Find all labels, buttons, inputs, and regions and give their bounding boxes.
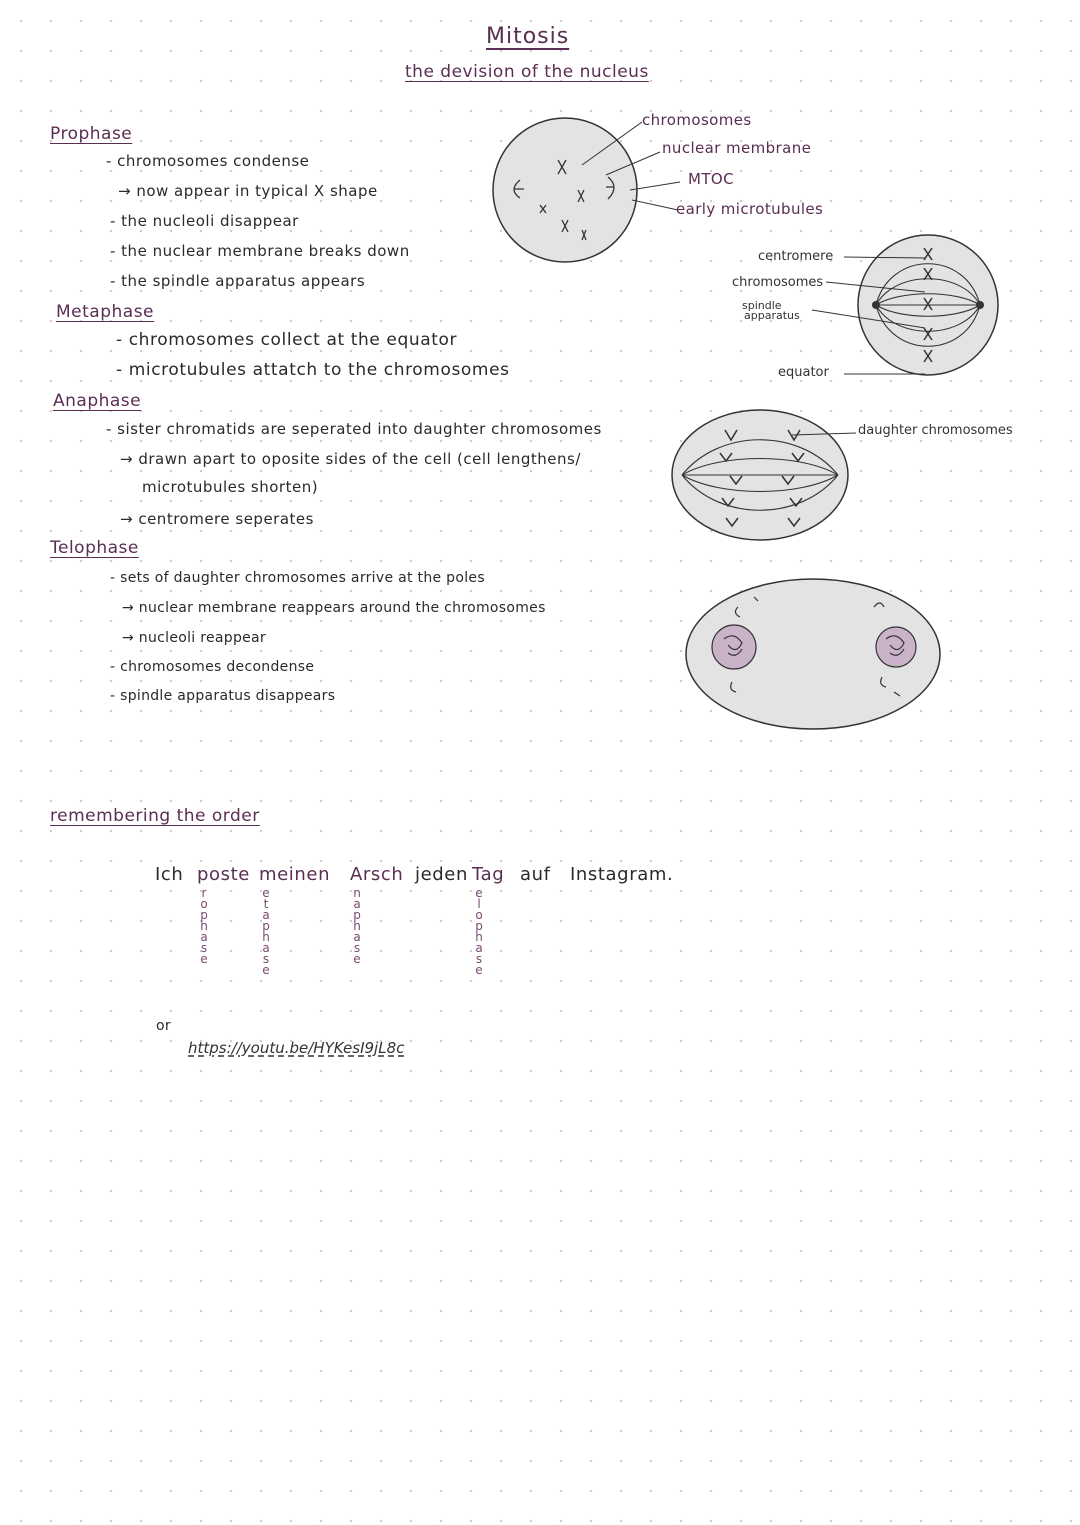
telophase-line-5: - spindle apparatus disappears <box>110 688 336 704</box>
vertical-letter: a <box>262 908 270 922</box>
vertical-letter: n <box>353 886 361 900</box>
metaphase-line-2: - microtubules attatch to the chromosomes <box>116 360 510 380</box>
vertical-letter: a <box>475 941 483 955</box>
page-subtitle: the devision of the nucleus <box>405 62 649 82</box>
label-apparatus: apparatus <box>744 309 800 322</box>
vertical-letter: t <box>263 897 269 911</box>
vertical-letter: p <box>353 908 361 922</box>
mnemonic-word-ich: Ich <box>155 864 184 885</box>
prophase-line-5: - the spindle apparatus appears <box>110 272 366 290</box>
label-mtoc: MTOC <box>688 170 734 188</box>
mnemonic-word-instagram: Instagram. <box>570 864 674 885</box>
anaphase-line-1: - sister chromatids are seperated into daughter chromosomes <box>106 420 602 438</box>
telophase-line-1: - sets of daughter chromosomes arrive at the poles <box>110 570 485 586</box>
vertical-letter: h <box>200 919 208 933</box>
vertical-letter: o <box>200 897 208 911</box>
anaphase-line-4: → centromere seperates <box>120 510 314 528</box>
metaphase-line-1: - chromosomes collect at the equator <box>116 330 458 350</box>
vertical-letter: e <box>475 886 483 900</box>
vertical-metaphase <box>260 888 272 976</box>
vertical-letter: p <box>262 919 270 933</box>
vertical-telophase <box>473 888 485 976</box>
anaphase-line-3: microtubules shorten) <box>142 478 319 496</box>
mnemonic-word-arsch: Arsch <box>350 864 404 885</box>
vertical-letter: r <box>201 886 207 900</box>
mnemonic-word-tag: Tag <box>472 864 505 885</box>
prophase-line-3: - the nucleoli disappear <box>110 212 299 230</box>
anaphase-label-line <box>790 425 860 445</box>
telophase-line-4: - chromosomes decondense <box>110 659 315 675</box>
order-heading: remembering the order <box>50 806 260 826</box>
anaphase-heading: Anaphase <box>53 391 142 411</box>
vertical-letter: e <box>200 952 208 966</box>
vertical-letter: h <box>475 930 483 944</box>
vertical-letter: p <box>200 908 208 922</box>
telophase-cell-diagram <box>684 577 942 732</box>
mnemonic-word-jeden: jeden <box>415 864 468 885</box>
vertical-letter: a <box>353 930 361 944</box>
vertical-prophase <box>198 888 210 965</box>
label-metaphase-chromosomes: chromosomes <box>732 275 824 290</box>
mnemonic-word-poste: poste <box>197 864 250 885</box>
vertical-letter: a <box>200 930 208 944</box>
anaphase-line-2: → drawn apart to oposite sides of the cell (cell lengthens/ <box>120 450 581 468</box>
vertical-anaphase <box>351 888 363 965</box>
vertical-letter: e <box>475 963 483 977</box>
prophase-line-1: - chromosomes condense <box>106 152 310 170</box>
vertical-letter: a <box>353 897 361 911</box>
vertical-letter: h <box>262 930 270 944</box>
vertical-letter: e <box>262 886 270 900</box>
or-label: or <box>156 1018 171 1034</box>
vertical-letter: s <box>200 941 208 955</box>
page-title: Mitosis <box>486 24 570 49</box>
prophase-line-2: → now appear in typical X shape <box>118 182 378 200</box>
vertical-letter: p <box>475 919 483 933</box>
vertical-letter: s <box>353 941 361 955</box>
metaphase-heading: Metaphase <box>56 302 155 322</box>
vertical-letter: s <box>262 952 270 966</box>
vertical-letter: e <box>353 952 361 966</box>
vertical-letter: h <box>353 919 361 933</box>
vertical-letter: a <box>262 941 270 955</box>
vertical-letter: s <box>475 952 483 966</box>
vertical-letter: e <box>262 963 270 977</box>
telophase-line-2: → nuclear membrane reappears around the chromosomes <box>122 600 546 616</box>
label-equator: equator <box>778 365 829 380</box>
label-centromere: centromere <box>758 249 834 264</box>
mnemonic-word-auf: auf <box>520 864 551 885</box>
prophase-line-4: - the nuclear membrane breaks down <box>110 242 410 260</box>
vertical-letter: l <box>477 897 481 911</box>
label-daughter-chromosomes: daughter chromosomes <box>858 423 1013 438</box>
label-nuclear-membrane: nuclear membrane <box>662 139 812 157</box>
label-early-microtubules: early microtubules <box>676 200 824 218</box>
label-spindle: spindle <box>742 299 782 312</box>
youtube-link[interactable]: https://youtu.be/HYKesI9jL8c <box>188 1039 405 1057</box>
label-chromosomes: chromosomes <box>642 111 752 129</box>
vertical-letter: o <box>475 908 483 922</box>
telophase-line-3: → nucleoli reappear <box>122 630 266 646</box>
prophase-heading: Prophase <box>50 124 133 144</box>
mnemonic-word-meinen: meinen <box>259 864 331 885</box>
telophase-heading: Telophase <box>50 538 139 558</box>
